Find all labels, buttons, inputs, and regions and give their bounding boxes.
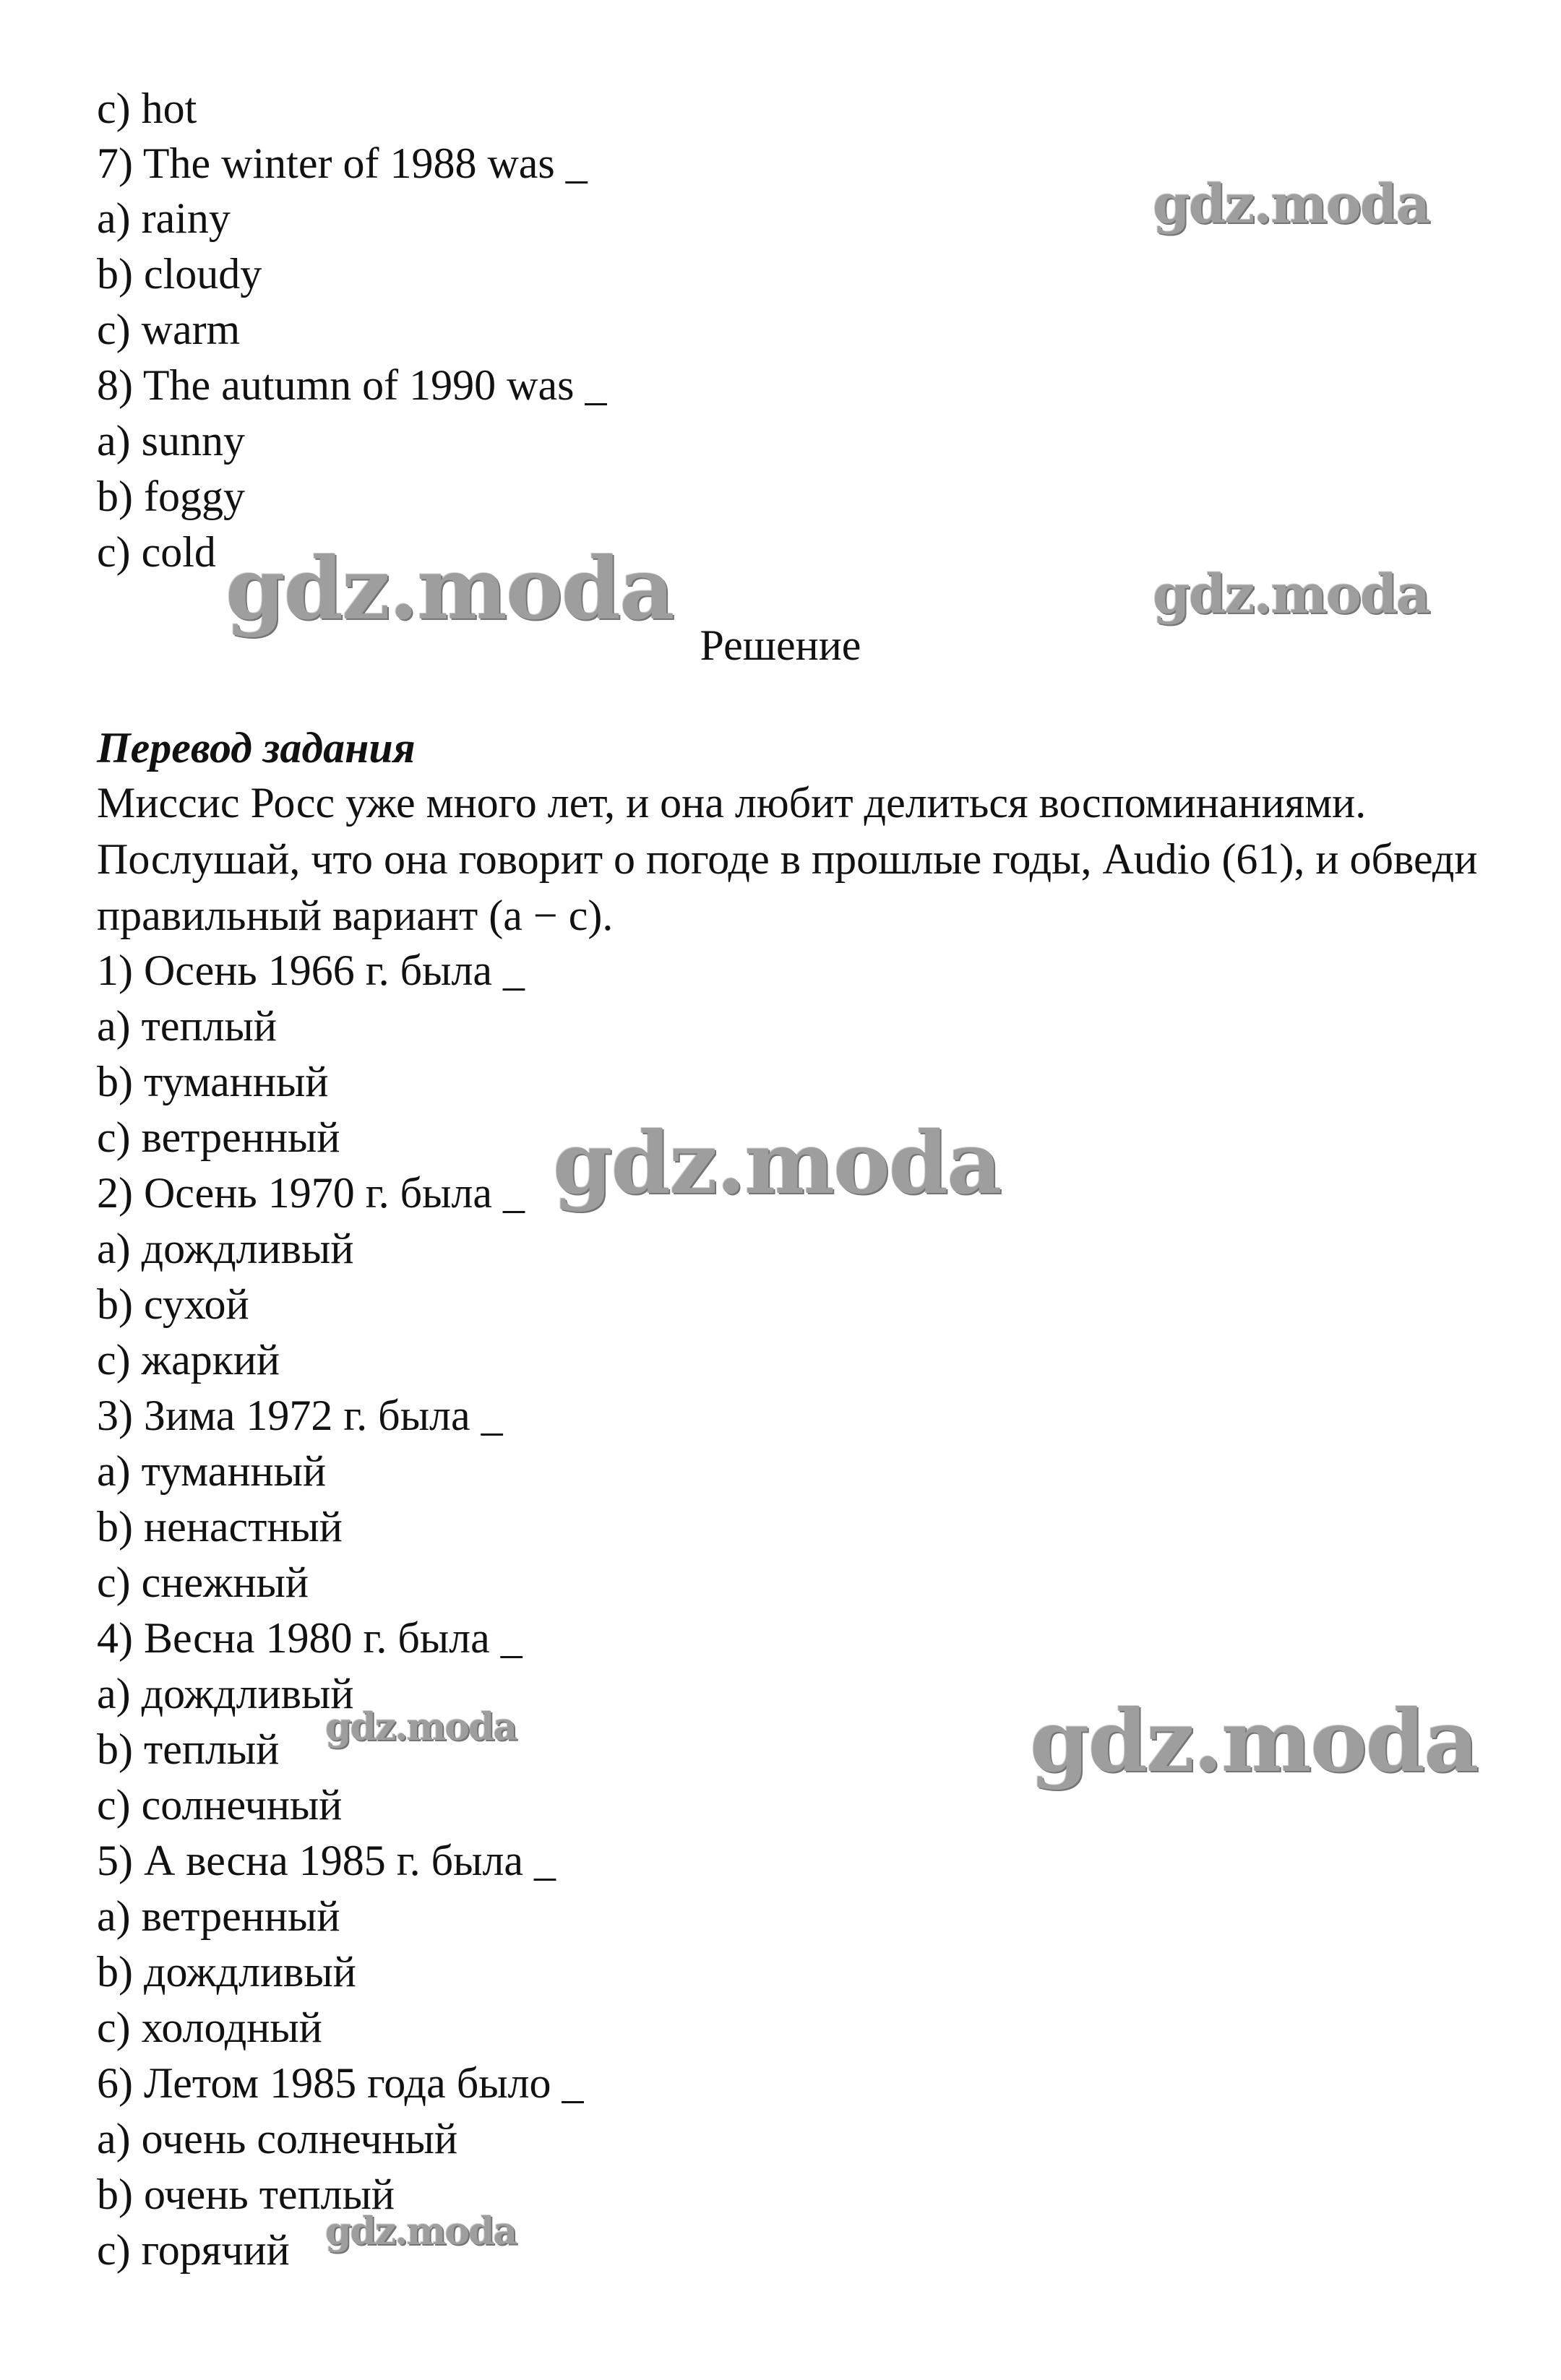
option-line: b) очень теплый — [97, 2170, 395, 2218]
option-line: b) дождливый — [97, 1948, 356, 1996]
option-line: c) снежный — [97, 1558, 309, 1606]
option-line: c) cold — [97, 528, 216, 576]
option-line: c) warm — [97, 306, 241, 353]
watermark-logo: gdz.moda — [1153, 564, 1429, 626]
watermark-logo: gdz.moda — [1030, 1691, 1478, 1791]
option-line: c) горячий — [97, 2226, 290, 2274]
option-line: b) cloudy — [97, 250, 262, 298]
option-line: b) ненастный — [97, 1503, 343, 1551]
option-line: c) солнечный — [97, 1781, 343, 1829]
solution-title: Решение — [700, 621, 861, 669]
question-line: 3) Зима 1972 г. была _ — [97, 1392, 503, 1439]
option-line: c) холодный — [97, 2004, 322, 2051]
watermark-logo: gdz.moda — [553, 1113, 1001, 1213]
question-line: 1) Осень 1966 г. была _ — [97, 947, 525, 994]
watermark-logo: gdz.moda — [225, 538, 674, 639]
option-line: b) теплый — [97, 1725, 280, 1773]
question-line: 6) Летом 1985 года было _ — [97, 2059, 584, 2107]
question-line: 5) А весна 1985 г. была _ — [97, 1837, 556, 1884]
option-line: a) теплый — [97, 1002, 277, 1050]
translation-intro: Миссис Росс уже много лет, и она любит делиться воспоминаниями. Послушай, что она говорит о погоде в прошлые годы, Audio (61), и обведи правильный вариант (a − c). — [97, 779, 1478, 939]
option-line: a) дождливый — [97, 1670, 354, 1717]
option-line: c) ветренный — [97, 1113, 340, 1161]
question-line: 4) Весна 1980 г. была _ — [97, 1614, 523, 1662]
watermark-logo: gdz.moda — [325, 2209, 517, 2254]
option-line: c) жаркий — [97, 1336, 280, 1384]
option-line: b) туманный — [97, 1058, 329, 1105]
watermark-logo: gdz.moda — [325, 1705, 517, 1749]
question-line: 2) Осень 1970 г. была _ — [97, 1169, 525, 1217]
translation-heading: Перевод задания — [97, 724, 416, 772]
option-line: b) foggy — [97, 473, 245, 520]
watermark-logo: gdz.moda — [1153, 173, 1429, 236]
question-line: 7) The winter of 1988 was _ — [97, 139, 588, 187]
question-line: 8) The autumn of 1990 was _ — [97, 361, 607, 409]
option-line: a) туманный — [97, 1447, 327, 1495]
option-line: a) rainy — [97, 194, 231, 242]
option-line: c) hot — [97, 85, 197, 132]
option-line: a) очень солнечный — [97, 2115, 458, 2163]
option-line: a) sunny — [97, 417, 245, 465]
option-line: a) дождливый — [97, 1225, 354, 1272]
option-line: a) ветренный — [97, 1892, 340, 1940]
option-line: b) сухой — [97, 1280, 249, 1328]
